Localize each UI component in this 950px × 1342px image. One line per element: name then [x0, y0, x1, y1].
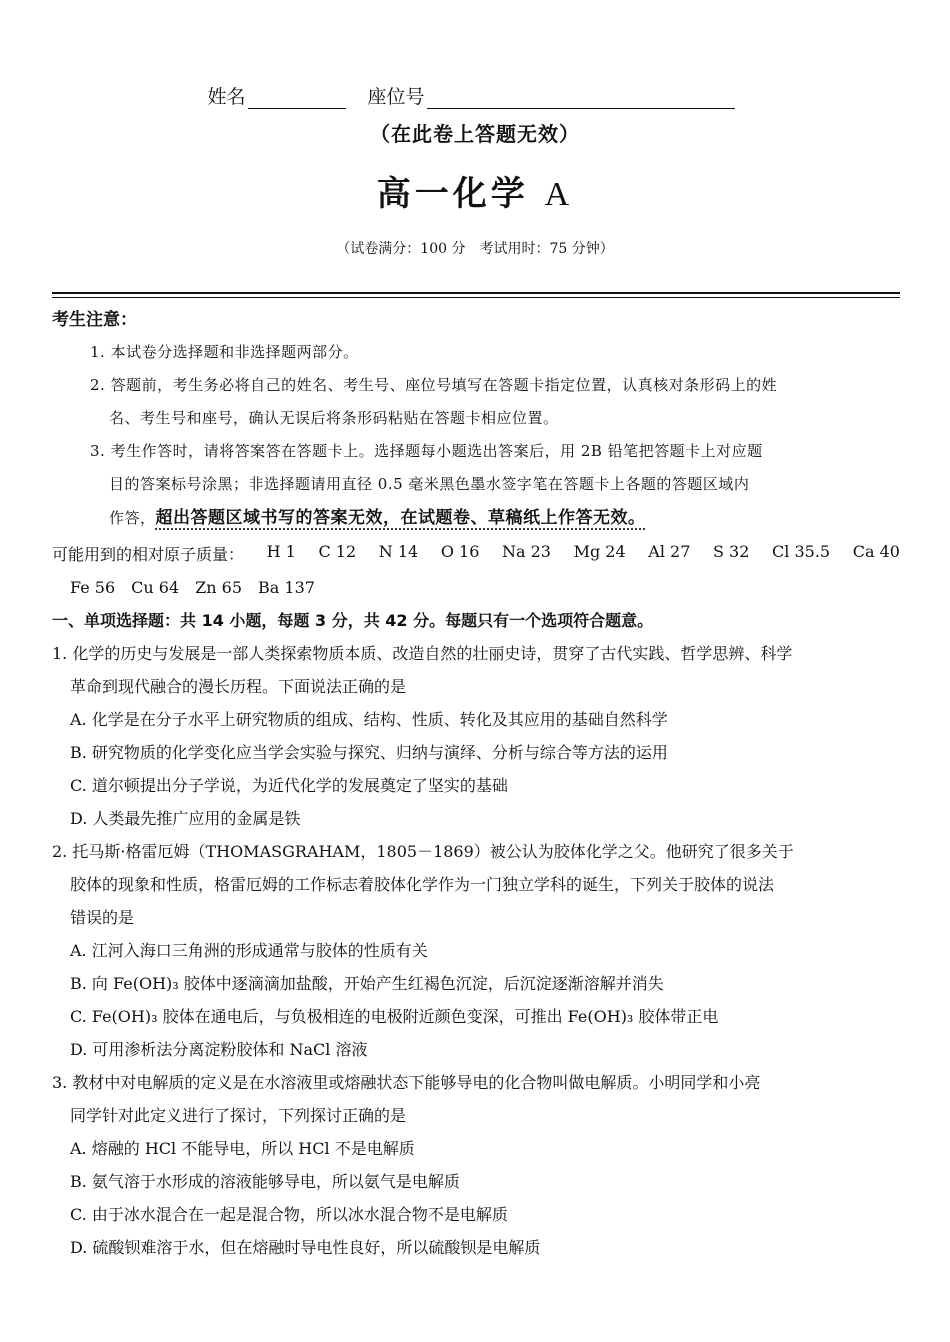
q1-stem-line-1: 1. 化学的历史与发展是一部人类探索物质本质、改造自然的壮丽史诗，贯穿了古代实践、哲学思辨、科学	[52, 644, 793, 663]
q2-stem-line-1: 2. 托马斯·格雷厄姆（THOMASGRAHAM，1805－1869）被公认为胶体化学之父。他研究了很多关于	[52, 842, 794, 861]
atomic-masses-row-2: Fe 56 Cu 64 Zn 65 Ba 137	[70, 578, 315, 597]
attention-item-1: 1. 本试卷分选择题和非选择题两部分。	[90, 343, 359, 361]
divider-thick	[52, 292, 900, 294]
attention-item-2-line-1: 2. 答题前，考生务必将自己的姓名、考生号、座位号填写在答题卡指定位置，认真核对条形码上的姓	[90, 376, 778, 394]
mass-h: H 1	[266, 542, 296, 561]
mass-ca: Ca 40	[852, 542, 900, 561]
q1-option-c: C. 道尔顿提出分子学说，为近代化学的发展奠定了坚实的基础	[70, 776, 508, 795]
q2-option-a: A. 江河入海口三角洲的形成通常与胶体的性质有关	[70, 941, 428, 960]
seat-blank	[427, 86, 735, 109]
attention-item-3-line-2: 目的答案标号涂黑；非选择题请用直径 0.5 毫米黑色墨水签字笔在答题卡上各题的答题区域内	[109, 475, 750, 493]
attention-item-3-line-3: 作答，超出答题区域书写的答案无效，在试题卷、草稿纸上作答无效。	[109, 508, 646, 528]
name-label: 姓名	[207, 86, 246, 108]
q2-option-c: C. Fe(OH)₃ 胶体在通电后，与负极相连的电极附近颜色变深，可推出 Fe(OH)₃ 胶体带正电	[70, 1007, 719, 1026]
attention-item-3-line-1: 3. 考生作答时，请将答案答在答题卡上。选择题每小题选出答案后，用 2B 铅笔把答题卡上对应题	[90, 442, 763, 460]
q3-stem-line-1: 3. 教材中对电解质的定义是在水溶液里或熔融状态下能够导电的化合物叫做电解质。小明同学和小亮	[52, 1073, 761, 1092]
q1-option-d: D. 人类最先推广应用的金属是铁	[70, 809, 301, 828]
emphasis-text: 超出答题区域书写的答案无效，在试题卷、草稿纸上作答无效。	[155, 508, 646, 528]
atomic-masses-row-1	[52, 542, 900, 565]
q3-option-a: A. 熔融的 HCl 不能导电，所以 HCl 不是电解质	[70, 1139, 415, 1158]
exam-meta: （试卷满分：100 分 考试用时：75 分钟）	[336, 241, 614, 257]
atomic-masses-label: 可能用到的相对原子质量：	[52, 545, 245, 564]
q2-stem-line-2: 胶体的现象和性质，格雷厄姆的工作标志着胶体化学作为一门独立学科的诞生，下列关于胶体的说法	[70, 875, 775, 894]
q2-stem-line-3: 错误的是	[70, 908, 135, 927]
section-1-heading: 一、单项选择题：共 14 小题，每题 3 分，共 42 分。每题只有一个选项符合题意。	[52, 611, 654, 630]
q2-option-d: D. 可用渗析法分离淀粉胶体和 NaCl 溶液	[70, 1040, 368, 1059]
q2-option-b: B. 向 Fe(OH)₃ 胶体中逐滴滴加盐酸，开始产生红褐色沉淀，后沉淀逐渐溶解并消失	[70, 974, 664, 993]
q3-option-c: C. 由于冰水混合在一起是混合物，所以冰水混合物不是电解质	[70, 1205, 508, 1224]
q1-option-b: B. 研究物质的化学变化应当学会实验与探究、归纳与演绎、分析与综合等方法的运用	[70, 743, 668, 762]
mass-o: O 16	[440, 542, 480, 561]
attention-item-2-line-2: 名、考生号和座号，确认无误后将条形码粘贴在答题卡相应位置。	[109, 409, 559, 427]
mass-s: S 32	[713, 542, 750, 561]
invalid-notice: （在此卷上答题无效）	[370, 122, 580, 146]
mass-cl: Cl 35.5	[772, 542, 831, 561]
title-text: 高一化学	[376, 174, 529, 214]
mass-mg: Mg 24	[573, 542, 626, 561]
candidate-info-line	[0, 82, 950, 109]
attention-heading: 考生注意：	[52, 310, 137, 330]
q1-option-a: A. 化学是在分子水平上研究物质的组成、结构、性质、转化及其应用的基础自然科学	[70, 710, 668, 729]
mass-na: Na 23	[501, 542, 551, 561]
q1-stem-line-2: 革命到现代融合的漫长历程。下面说法正确的是	[70, 677, 407, 696]
seat-label: 座位号	[367, 86, 425, 108]
exam-title	[0, 166, 950, 215]
name-blank	[248, 86, 346, 109]
q3-stem-line-2: 同学针对此定义进行了探讨，下列探讨正确的是	[70, 1106, 407, 1125]
mass-al: Al 27	[648, 542, 691, 561]
mass-c: C 12	[318, 542, 357, 561]
q3-option-d: D. 硫酸钡难溶于水，但在熔融时导电性良好，所以硫酸钡是电解质	[70, 1238, 541, 1257]
mass-n: N 14	[378, 542, 419, 561]
title-letter: A	[544, 176, 574, 213]
q3-option-b: B. 氨气溶于水形成的溶液能够导电，所以氨气是电解质	[70, 1172, 460, 1191]
divider-thin	[52, 297, 900, 298]
